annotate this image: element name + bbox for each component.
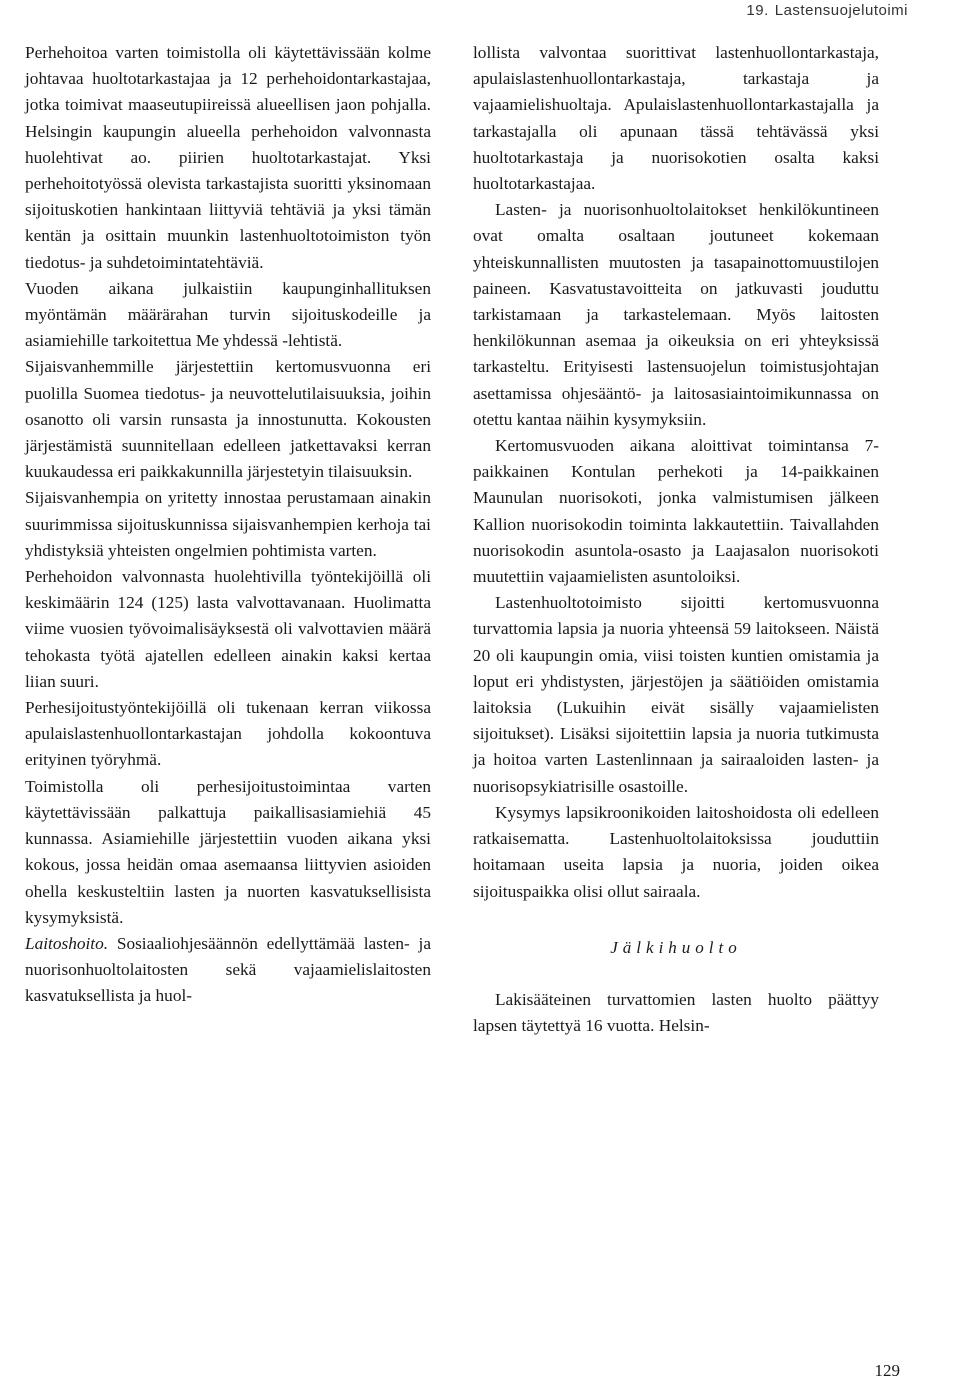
chapter-title: Lastensuojelutoimi	[774, 2, 908, 19]
paragraph: Lasten- ja nuorisonhuoltolaitokset henkilökuntineen ovat omalta osaltaan joutuneet kokemaan yhteiskunnallisten muutosten ja tasapainottomuustilojen paineen. Kasvatustavoitteita on jatkuvasti jouduttu tarkistamaan ja tarkastelemaan. Myös laitosten henkilökunnan asemaa ja oikeuksia on eri yhteyksissä tarkasteltu. Erityisesti lastensuojelun toimistusjohtajan asettamissa ohjesääntö- ja laitosasiaintoimikunnassa on otettu kantaa näihin kysymyksiin.	[473, 200, 879, 429]
chapter-number: 19.	[746, 2, 769, 19]
section-heading: Jälkihuolto	[610, 937, 742, 957]
paragraph: Sijaisvanhempia on yritetty innostaa perustamaan ainakin suurimmissa sijoituskunnissa sijaisvanhempien kerhoja tai yhdistyksiä yhteisten ongelmien pohtimista varten.	[25, 488, 431, 560]
paragraph: Kertomusvuoden aikana aloittivat toimintansa 7-paikkainen Kontulan perhekoti ja 14-paikkainen Maunulan nuorisokoti, jonka valmistumisen jälkeen Kallion nuorisokodin toiminta lakkautettiin. Taivallahden nuorisokodin asuntola-osasto ja Laajasalon nuorisokoti muutettiin vajaamielisten asuntoloiksi.	[473, 436, 879, 587]
left-column	[25, 40, 431, 1010]
paragraph: Perhehoidon valvonnasta huolehtivilla työntekijöillä oli keskimäärin 124 (125) lasta valvottavanaan. Huolimatta viime vuosien työvoimalisäyksestä oli valvottavien määrä tehokasta työtä ajatellen edelleen ainakin kaksi kertaa liian suuri.	[25, 567, 431, 691]
paragraph: Kysymys lapsikroonikoiden laitoshoidosta oli edelleen ratkaisematta. Lastenhuoltolaitoksissa jouduttiin hoitamaan useita lapsia ja nuoria, joiden oikea sijoituspaikka olisi ollut sairaala.	[473, 802, 879, 901]
paragraph-text: Sosiaaliohjesäännön edellyttämää lasten- ja nuorisonhuoltolaitosten sekä vajaamielislaitosten kasvatuksellista ja huol-	[25, 933, 431, 1006]
paragraph: Lastenhuoltotoimisto sijoitti kertomusvuonna turvattomia lapsia ja nuoria yhteensä 59 laitokseen. Näistä 20 oli kaupungin omia, viisi toisten kuntien omistamia ja loput eri yhdistysten, järjestöjen ja säätiöiden omistamia laitoksia (Lukuihin eivät sisälly vajaamielisten sijoitukset). Lisäksi sijoitettiin lapsia ja nuoria tutkimusta ja hoitoa varten Lastenlinnaan ja sairaaloiden lasten- ja nuorisopsykiatrisille osastoille.	[473, 593, 879, 796]
paragraph: Lakisääteinen turvattomien lasten huolto päättyy lapsen täytettyä 16 vuotta. Helsin-	[473, 989, 879, 1036]
page-number: 129	[874, 1361, 900, 1380]
paragraph: lollista valvontaa suorittivat lastenhuollontarkastaja, apulaislastenhuollontarkastaja, tarkastaja ja vajaamielishuoltaja. Apulaislastenhuollontarkastajalla ja tarkastajalla oli apunaan tässä tehtävässä yksi huoltotarkastaja ja nuorisokotien osalta kaksi huoltotarkastajaa.	[473, 43, 879, 194]
paragraph: Toimistolla oli perhesijoitustoimintaa varten käytettävissään palkattuja paikallisasiamiehiä 45 kunnassa. Asiamiehille järjestettiin vuoden aikana yksi kokous, jossa heidän omaa asemaansa liittyvien asioiden ohella keskusteltiin lasten ja nuorten kasvatuksellisista kysymyksistä.	[25, 776, 431, 927]
italic-run-in-heading: Laitoshoito.	[25, 933, 109, 953]
paragraph: Vuoden aikana julkaistiin kaupunginhallituksen myöntämän määrärahan turvin sijoituskodeille ja asiamiehille tarkoitettua Me yhdessä -lehtistä.	[25, 278, 431, 351]
right-column	[473, 40, 879, 1039]
running-header	[746, 2, 908, 19]
paragraph: Sijaisvanhemmille järjestettiin kertomusvuonna eri puolilla Suomea tiedotus- ja neuvottelutilaisuuksia, joihin osanotto oli varsin runsasta ja innostunutta. Kokousten järjestämistä suunnitellaan edelleen jatkettavaksi kerran kuukaudessa eri paikkakunnilla järjestetyin tilaisuuksin.	[25, 357, 431, 482]
paragraph: Perhehoitoa varten toimistolla oli käytettävissään kolme johtavaa huoltotarkastajaa ja 12 perhehoidontarkastajaa, jotka toimivat maaseutupiireissä alueellisen jaon pohjalla. Helsingin kaupungin alueella perhehoidon valvonnasta huolehtivat ao. piirien huoltotarkastajat. Yksi perhehoitotyössä olevista tarkastajista suoritti yksinomaan sijoituskotien hankintaan liittyviä tehtäviä ja yksi tämän kentän ja osittain muunkin lastenhuoltotoimiston työn tiedotus- ja suhdetoimintatehtäviä.	[25, 43, 431, 272]
paragraph-laitoshoito	[25, 931, 431, 1010]
paragraph: Perhesijoitustyöntekijöillä oli tukenaan kerran viikossa apulaislastenhuollontarkastajan johdolla kokoontuva erityinen työryhmä.	[25, 698, 431, 770]
